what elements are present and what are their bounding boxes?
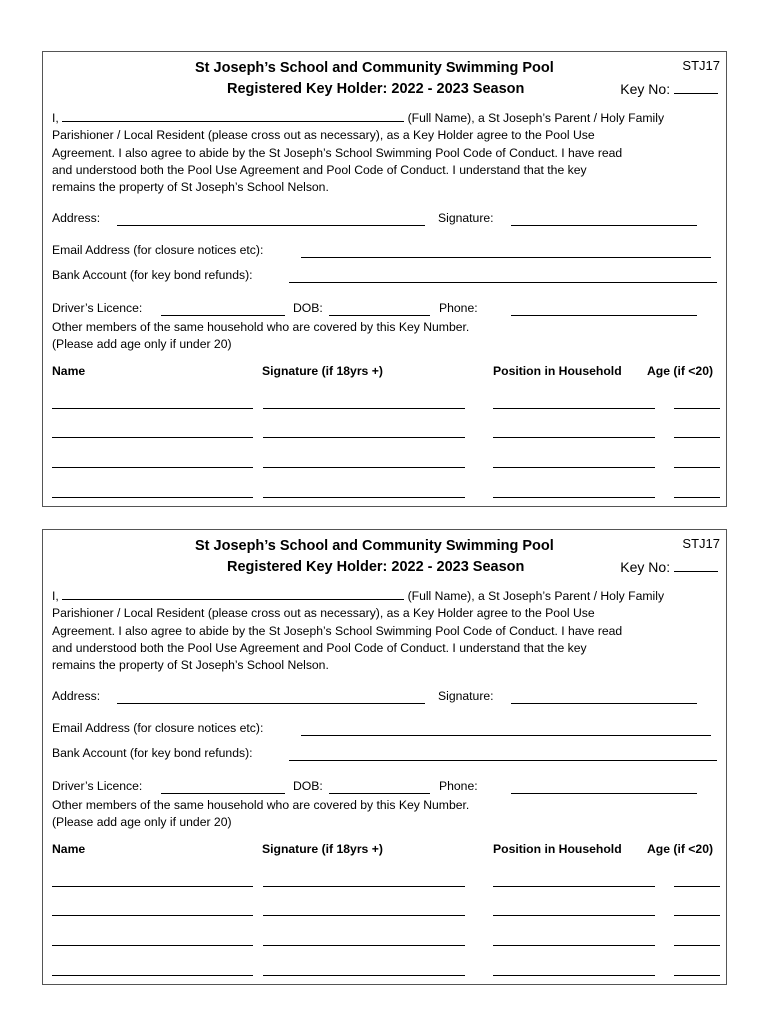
dob-label: DOB: <box>293 301 323 315</box>
column-header-signature: Signature (if 18yrs +) <box>262 364 383 378</box>
member-position-field[interactable] <box>493 975 655 976</box>
intro-paragraph <box>52 109 722 196</box>
intro-line5: remains the property of St Joseph’s School Nelson. <box>52 180 329 195</box>
address-label: Address: <box>52 211 101 225</box>
member-age-field[interactable] <box>674 497 720 498</box>
bank-account-field[interactable] <box>289 282 717 283</box>
member-signature-field[interactable] <box>263 467 465 468</box>
bank-account-label: Bank Account (for key bond refunds): <box>52 268 253 282</box>
member-signature-field[interactable] <box>263 408 465 409</box>
address-field[interactable] <box>117 703 425 704</box>
member-age-field[interactable] <box>674 975 720 976</box>
form-title-line1: St Joseph’s School and Community Swimming Pool <box>195 538 554 554</box>
intro-prefix: I, <box>52 111 59 125</box>
member-age-field[interactable] <box>674 467 720 468</box>
form-code: STJ17 <box>682 58 720 73</box>
member-name-field[interactable] <box>52 408 253 409</box>
member-position-field[interactable] <box>493 408 655 409</box>
key-no-label: Key No: <box>620 559 671 575</box>
member-signature-field[interactable] <box>263 975 465 976</box>
member-name-field[interactable] <box>52 886 253 887</box>
member-age-field[interactable] <box>674 408 720 409</box>
signature-label: Signature: <box>438 211 494 225</box>
column-header-position: Position in Household <box>493 842 622 856</box>
form-title-line2: Registered Key Holder: 2022 - 2023 Season <box>227 81 525 97</box>
column-header-position: Position in Household <box>493 364 622 378</box>
signature-field[interactable] <box>511 703 697 704</box>
member-signature-field[interactable] <box>263 945 465 946</box>
column-header-name: Name <box>52 364 86 378</box>
intro-line1: (Full Name), a St Joseph’s Parent / Holy Family <box>407 111 665 125</box>
email-field[interactable] <box>301 735 711 736</box>
dob-field[interactable] <box>329 315 430 316</box>
form-code: STJ17 <box>682 536 720 551</box>
intro-line4: and understood both the Pool Use Agreement and Pool Code of Conduct. I understand that the key <box>52 640 587 655</box>
intro-paragraph <box>52 587 722 674</box>
key-no <box>620 81 718 97</box>
email-label: Email Address (for closure notices etc): <box>52 721 264 735</box>
dob-field[interactable] <box>329 793 430 794</box>
bank-account-label: Bank Account (for key bond refunds): <box>52 746 253 760</box>
drivers-licence-field[interactable] <box>161 315 285 316</box>
phone-field[interactable] <box>511 315 697 316</box>
key-no <box>620 559 718 575</box>
full-name-field[interactable] <box>62 587 404 600</box>
member-age-field[interactable] <box>674 945 720 946</box>
form-title-line1: St Joseph’s School and Community Swimming Pool <box>195 60 554 76</box>
intro-line3: Agreement. I also agree to abide by the St Joseph’s School Swimming Pool Code of Conduct. I have read <box>52 145 623 160</box>
member-name-field[interactable] <box>52 497 253 498</box>
phone-label: Phone: <box>439 301 478 315</box>
key-no-field[interactable] <box>674 559 718 572</box>
member-name-field[interactable] <box>52 915 253 916</box>
full-name-field[interactable] <box>62 109 404 122</box>
member-name-field[interactable] <box>52 945 253 946</box>
phone-field[interactable] <box>511 793 697 794</box>
column-header-age: Age (if <20) <box>647 842 714 856</box>
phone-label: Phone: <box>439 779 478 793</box>
member-age-field[interactable] <box>674 437 720 438</box>
member-position-field[interactable] <box>493 437 655 438</box>
member-name-field[interactable] <box>52 975 253 976</box>
member-signature-field[interactable] <box>263 437 465 438</box>
column-header-name: Name <box>52 842 86 856</box>
member-position-field[interactable] <box>493 886 655 887</box>
key-holder-form-2 <box>42 529 727 985</box>
members-note-line2: (Please add age only if under 20) <box>52 337 232 351</box>
member-position-field[interactable] <box>493 915 655 916</box>
intro-line5: remains the property of St Joseph’s School Nelson. <box>52 658 329 673</box>
key-no-field[interactable] <box>674 81 718 94</box>
form-title-line2: Registered Key Holder: 2022 - 2023 Season <box>227 559 525 575</box>
dob-label: DOB: <box>293 779 323 793</box>
members-note-line2: (Please add age only if under 20) <box>52 815 232 829</box>
intro-line1: (Full Name), a St Joseph’s Parent / Holy Family <box>407 589 665 603</box>
key-holder-form-1 <box>42 51 727 507</box>
intro-prefix: I, <box>52 589 59 603</box>
intro-line3: Agreement. I also agree to abide by the St Joseph’s School Swimming Pool Code of Conduct. I have read <box>52 623 623 638</box>
email-label: Email Address (for closure notices etc): <box>52 243 264 257</box>
column-header-age: Age (if <20) <box>647 364 714 378</box>
member-position-field[interactable] <box>493 467 655 468</box>
intro-line2: Parishioner / Local Resident (please cross out as necessary), as a Key Holder agree to the Pool Use <box>52 606 595 621</box>
members-note-line1: Other members of the same household who are covered by this Key Number. <box>52 798 470 812</box>
signature-field[interactable] <box>511 225 697 226</box>
member-age-field[interactable] <box>674 886 720 887</box>
drivers-licence-field[interactable] <box>161 793 285 794</box>
email-field[interactable] <box>301 257 711 258</box>
member-signature-field[interactable] <box>263 497 465 498</box>
member-position-field[interactable] <box>493 497 655 498</box>
address-label: Address: <box>52 689 101 703</box>
members-note-line1: Other members of the same household who are covered by this Key Number. <box>52 320 470 334</box>
column-header-signature: Signature (if 18yrs +) <box>262 842 383 856</box>
member-age-field[interactable] <box>674 915 720 916</box>
member-name-field[interactable] <box>52 467 253 468</box>
bank-account-field[interactable] <box>289 760 717 761</box>
intro-line4: and understood both the Pool Use Agreement and Pool Code of Conduct. I understand that the key <box>52 162 587 177</box>
member-position-field[interactable] <box>493 945 655 946</box>
member-signature-field[interactable] <box>263 886 465 887</box>
signature-label: Signature: <box>438 689 494 703</box>
drivers-licence-label: Driver’s Licence: <box>52 779 143 793</box>
drivers-licence-label: Driver’s Licence: <box>52 301 143 315</box>
address-field[interactable] <box>117 225 425 226</box>
intro-line2: Parishioner / Local Resident (please cross out as necessary), as a Key Holder agree to the Pool Use <box>52 128 595 143</box>
member-name-field[interactable] <box>52 437 253 438</box>
member-signature-field[interactable] <box>263 915 465 916</box>
key-no-label: Key No: <box>620 81 671 97</box>
